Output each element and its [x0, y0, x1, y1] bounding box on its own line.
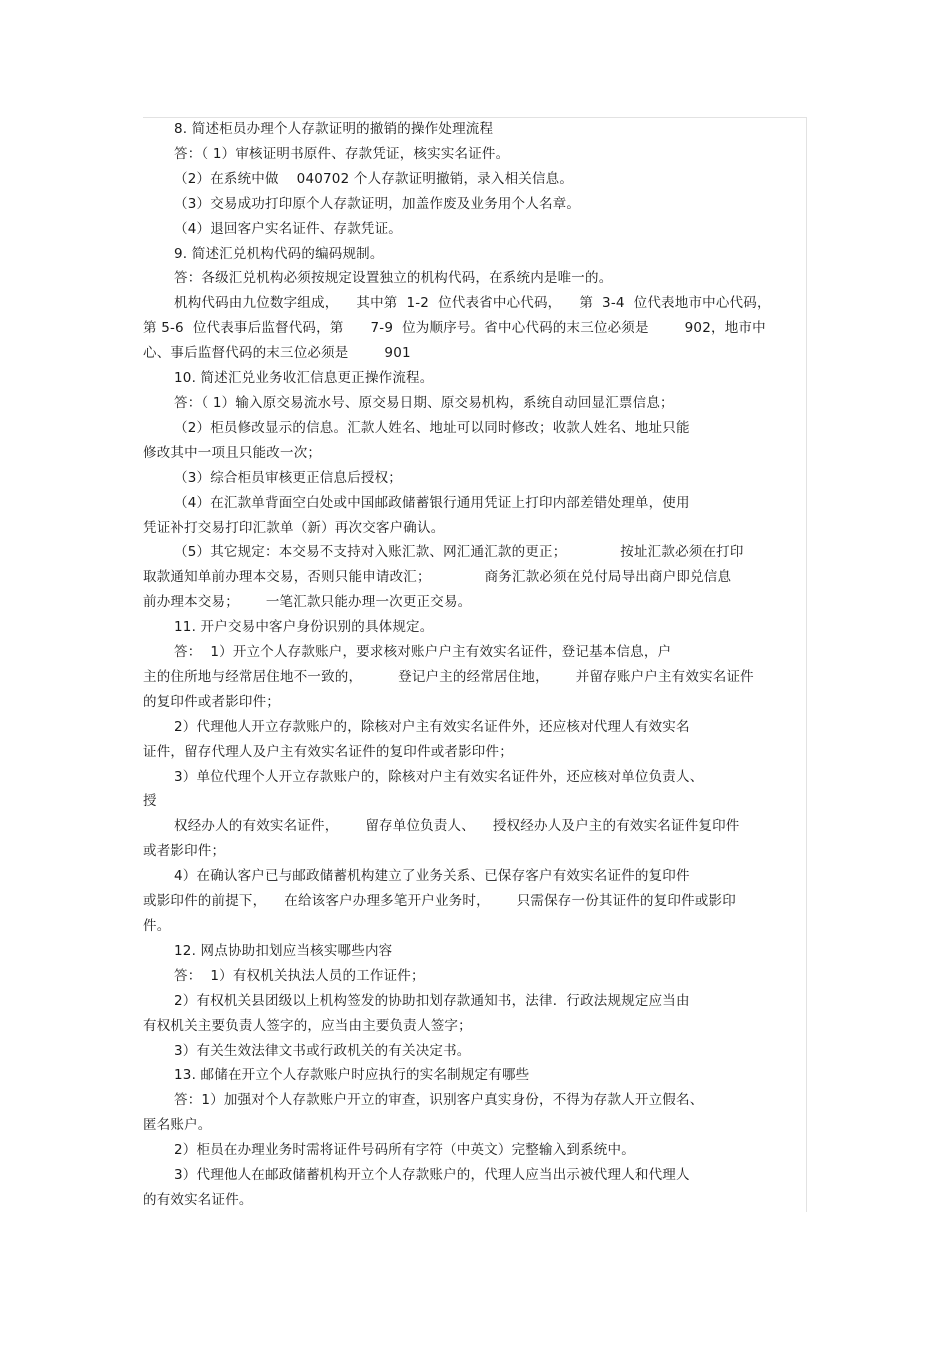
text-line: 答： 1）有权机关执法人员的工作证件； — [174, 967, 425, 984]
text-line: 或者影印件； — [143, 843, 226, 860]
text-line: 第 5-6 位代表事后监督代码，第 7-9 位为顺序号。省中心代码的末三位必须是 902，地市中 — [143, 320, 766, 337]
text-line: 2）代理他人开立存款账户的，除核对户主有效实名证件外，还应核对代理人有效实名 — [174, 718, 690, 735]
text-line: 11. 开户交易中客户身份识别的具体规定。 — [174, 619, 434, 636]
text-line: 3）有关生效法律文书或行政机关的有关决定书。 — [174, 1042, 471, 1059]
text-line: 9. 简述汇兑机构代码的编码规制。 — [174, 245, 384, 262]
text-line: 答：（ 1）输入原交易流水号、原交易日期、原交易机构，系统自动回显汇票信息； — [174, 394, 674, 411]
text-line: 答：（ 1）审核证明书原件、存款凭证，核实实名证件。 — [174, 145, 510, 162]
text-line: 机构代码由九位数字组成， 其中第 1-2 位代表省中心代码， 第 3-4 位代表地市中心代码， — [174, 295, 771, 312]
text-line: （5）其它规定：本交易不支持对入账汇款、网汇通汇款的更正； 按址汇款必须在打印 — [174, 544, 744, 561]
text-line: 有权机关主要负责人签字的，应当由主要负责人签字； — [143, 1017, 472, 1034]
text-line: 前办理本交易； 一笔汇款只能办理一次更正交易。 — [143, 594, 472, 611]
text-line: 主的住所地与经常居住地不一致的， 登记户主的经常居住地， 并留存账户户主有效实名证件 — [143, 668, 754, 685]
text-line: 匿名账户。 — [143, 1117, 212, 1134]
text-line: 12. 网点协助扣划应当核实哪些内容 — [174, 942, 393, 959]
text-line: 3）代理他人在邮政储蓄机构开立个人存款账户的，代理人应当出示被代理人和代理人 — [174, 1167, 690, 1184]
text-line: 3）单位代理个人开立存款账户的，除核对户主有效实名证件外，还应核对单位负责人、 — [174, 768, 704, 785]
text-line: （4）退回客户实名证件、存款凭证。 — [174, 220, 402, 237]
text-line: 授 — [143, 793, 157, 810]
text-line: 心、事后监督代码的末三位必须是 901 — [143, 345, 411, 362]
text-line: 取款通知单前办理本交易，否则只能申请改汇； 商务汇款必须在兑付局导出商户即兑信息 — [143, 569, 732, 586]
text-line: （3）交易成功打印原个人存款证明，加盖作废及业务用个人名章。 — [174, 195, 581, 212]
text-line: 证件，留存代理人及户主有效实名证件的复印件或者影印件； — [143, 743, 513, 760]
text-line: 答：各级汇兑机构必须按规定设置独立的机构代码，在系统内是唯一的。 — [174, 270, 613, 287]
text-line: 权经办人的有效实名证件， 留存单位负责人、 授权经办人及户主的有效实名证件复印件 — [174, 818, 740, 835]
text-line: 2）柜员在办理业务时需将证件号码所有字符（中英文）完整输入到系统中。 — [174, 1142, 635, 1159]
text-line: 13. 邮储在开立个人存款账户时应执行的实名制规定有哪些 — [174, 1067, 530, 1084]
text-line: （3）综合柜员审核更正信息后授权； — [174, 469, 402, 486]
text-line: 的复印件或者影印件； — [143, 693, 280, 710]
text-line: 8. 简述柜员办理个人存款证明的撤销的操作处理流程 — [174, 121, 494, 137]
text-line: 件。 — [143, 918, 171, 934]
text-line: （2）在系统中做 040702 个人存款证明撤销，录入相关信息。 — [174, 170, 574, 187]
text-line: 答：1）加强对个人存款账户开立的审查，识别客户真实身份，不得为存款人开立假名、 — [174, 1092, 704, 1109]
text-line: 修改其中一项且只能改一次； — [143, 444, 322, 461]
document-body — [143, 117, 803, 1213]
text-line: 4）在确认客户已与邮政储蓄机构建立了业务关系、已保存客户有效实名证件的复印件 — [174, 868, 690, 885]
text-line: 的有效实名证件。 — [143, 1191, 253, 1208]
text-line: 2）有权机关县团级以上机构签发的协助扣划存款通知书，法律．行政法规规定应当由 — [174, 992, 690, 1009]
text-line: 10. 简述汇兑业务收汇信息更正操作流程。 — [174, 370, 434, 387]
text-line: （4）在汇款单背面空白处或中国邮政储蓄银行通用凭证上打印内部差错处理单，使用 — [174, 494, 690, 511]
text-line: 或影印件的前提下， 在给该客户办理多笔开户业务时， 只需保存一份其证件的复印件或影印 — [143, 893, 736, 910]
text-line: 凭证补打交易打印汇款单（新）再次交客户确认。 — [143, 519, 445, 536]
text-line: 答： 1）开立个人存款账户，要求核对账户户主有效实名证件，登记基本信息，户 — [174, 644, 672, 661]
text-line: （2）柜员修改显示的信息。汇款人姓名、地址可以同时修改；收款人姓名、地址只能 — [174, 419, 690, 436]
